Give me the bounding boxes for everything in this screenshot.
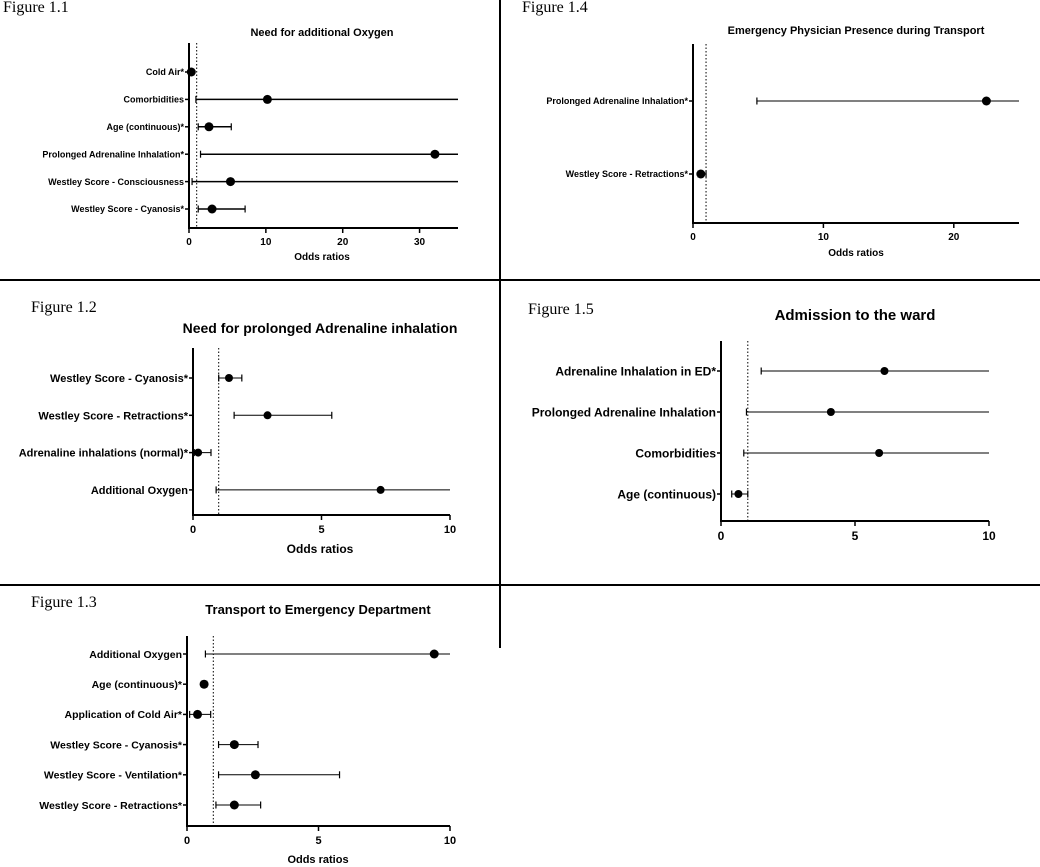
category-label: Westley Score - Ventilation* xyxy=(43,769,182,782)
odds-ratio-point xyxy=(230,740,239,749)
category-label: Comorbidities xyxy=(635,446,716,461)
x-tick-label: 5 xyxy=(315,835,322,847)
x-axis-label: Odds ratios xyxy=(286,542,354,556)
odds-ratio-point xyxy=(194,449,202,457)
x-axis-label: Odds ratios xyxy=(828,248,884,259)
category-label: Westley Score - Consciousness xyxy=(48,176,184,187)
x-tick-label: 10 xyxy=(817,232,829,243)
chart-title: Emergency Physician Presence during Transport xyxy=(727,25,985,37)
chart-title: Need for additional Oxygen xyxy=(250,27,394,39)
x-tick-label: 20 xyxy=(948,232,960,243)
category-label: Westley Score - Retractions* xyxy=(565,169,688,180)
x-tick-label: 0 xyxy=(189,524,197,536)
x-tick-label: 10 xyxy=(443,524,457,536)
category-label: Westley Score - Cyanosis* xyxy=(50,739,182,752)
forest-plot-fig-1-1 xyxy=(0,0,499,279)
odds-ratio-point xyxy=(430,150,439,159)
figure-label-1-4: Figure 1.4 xyxy=(522,0,588,16)
category-label: Prolonged Adrenaline Inhalation* xyxy=(546,96,688,107)
category-label: Adrenaline Inhalation in ED* xyxy=(555,364,716,379)
forest-plot-fig-1-5 xyxy=(501,281,1040,584)
category-label: Adrenaline inhalations (normal)* xyxy=(18,447,188,460)
x-tick-label: 10 xyxy=(260,237,272,248)
x-axis-label: Odds ratios xyxy=(287,854,349,866)
odds-ratio-point xyxy=(187,68,196,77)
figure-label-1-3: Figure 1.3 xyxy=(31,594,97,611)
x-tick-label: 10 xyxy=(443,835,457,847)
category-label: Prolonged Adrenaline Inhalation* xyxy=(42,149,184,160)
odds-ratio-point xyxy=(230,801,239,810)
odds-ratio-point xyxy=(200,680,209,689)
x-tick-label: 0 xyxy=(186,237,192,248)
figure-label-1-5: Figure 1.5 xyxy=(528,301,594,318)
category-label: Additional Oxygen xyxy=(89,648,182,661)
category-label: Westley Score - Retractions* xyxy=(39,799,182,812)
forest-plot-fig-1-4 xyxy=(501,0,1040,279)
category-label: Westley Score - Cyanosis* xyxy=(71,204,184,215)
odds-ratio-point xyxy=(251,770,260,779)
x-tick-label: 5 xyxy=(851,529,859,543)
category-label: Prolonged Adrenaline Inhalation xyxy=(531,405,716,420)
odds-ratio-point xyxy=(204,122,213,131)
odds-ratio-point xyxy=(193,710,202,719)
category-label: Application of Cold Air* xyxy=(64,709,182,722)
x-tick-label: 10 xyxy=(982,529,996,543)
category-label: Age (continuous)* xyxy=(106,122,184,133)
x-tick-label: 0 xyxy=(183,835,191,847)
category-label: Westley Score - Retractions* xyxy=(38,410,188,423)
category-label: Age (continuous)* xyxy=(91,678,182,691)
category-label: Cold Air* xyxy=(145,67,184,78)
figure-label-1-2: Figure 1.2 xyxy=(31,299,97,316)
odds-ratio-point xyxy=(263,95,272,104)
category-label: Westley Score - Cyanosis* xyxy=(50,372,188,385)
chart-title: Transport to Emergency Department xyxy=(205,602,431,617)
chart-title: Need for prolonged Adrenaline inhalation xyxy=(182,320,458,336)
category-label: Age (continuous) xyxy=(617,487,716,502)
x-axis-label: Odds ratios xyxy=(294,252,350,263)
figure-label-1-1: Figure 1.1 xyxy=(3,0,69,16)
odds-ratio-point xyxy=(377,486,385,494)
x-tick-label: 20 xyxy=(337,237,349,248)
x-tick-label: 0 xyxy=(717,529,725,543)
odds-ratio-point xyxy=(226,177,235,186)
odds-ratio-point xyxy=(264,411,272,419)
forest-plot-fig-1-3 xyxy=(0,586,499,867)
odds-ratio-point xyxy=(225,374,233,382)
chart-title: Admission to the ward xyxy=(774,307,936,324)
odds-ratio-point xyxy=(982,97,991,106)
odds-ratio-point xyxy=(880,367,888,375)
x-tick-label: 5 xyxy=(318,524,325,536)
odds-ratio-point xyxy=(875,449,883,457)
odds-ratio-point xyxy=(430,650,439,659)
odds-ratio-point xyxy=(696,170,705,179)
odds-ratio-point xyxy=(827,408,835,416)
odds-ratio-point xyxy=(734,490,742,498)
category-label: Comorbidities xyxy=(123,94,184,105)
x-tick-label: 30 xyxy=(414,237,426,248)
odds-ratio-point xyxy=(208,205,217,214)
forest-plot-fig-1-2 xyxy=(0,281,499,584)
x-tick-label: 0 xyxy=(690,232,696,243)
category-label: Additional Oxygen xyxy=(90,484,188,497)
